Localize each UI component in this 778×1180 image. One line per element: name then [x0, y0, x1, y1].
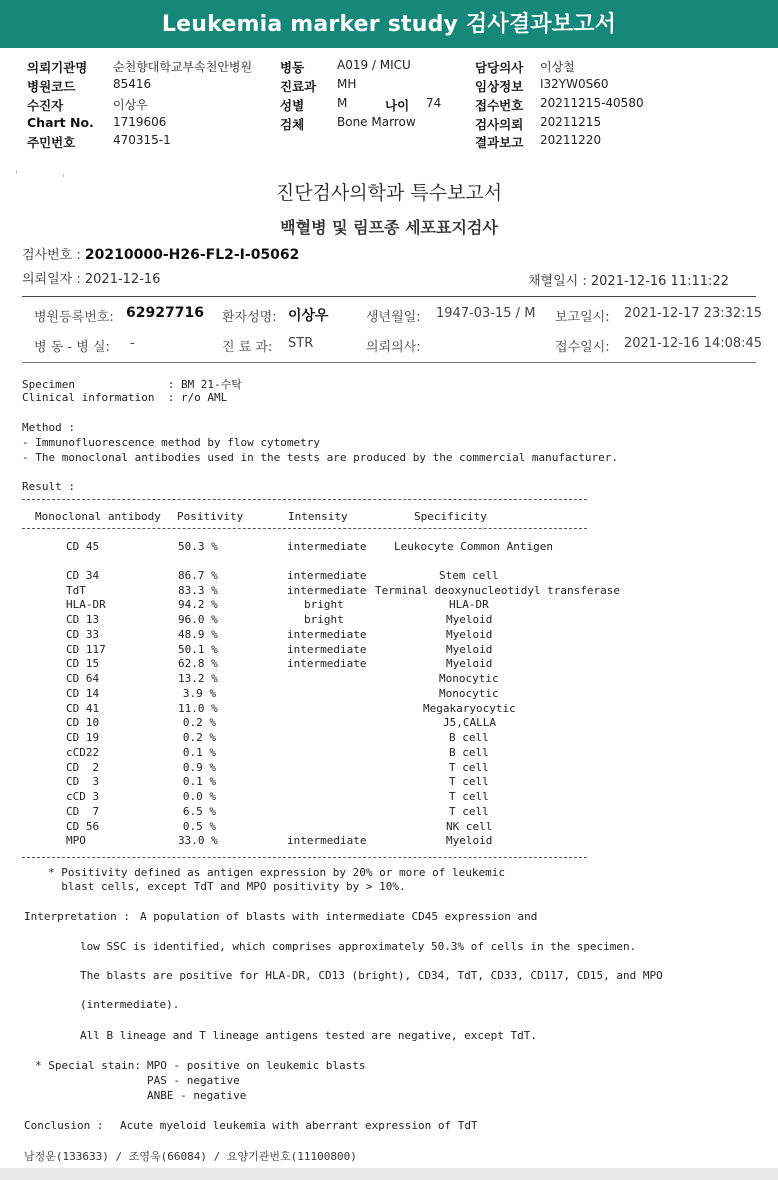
col-positivity-header: Positivity: [177, 510, 244, 523]
positivity-cell: 48.9 %: [178, 627, 218, 641]
intensity-cell: intermediate: [287, 834, 367, 848]
specificity-cell: NK cell: [446, 819, 493, 833]
specificity-cell: J5,CALLA: [443, 716, 496, 730]
footnote-line-1: * Positivity defined as antigen expression by 20% or more of leukemic: [48, 866, 505, 879]
report-document: ˈ ˈ 진단검사의학과 특수보고서 백혈병 및 림프종 세포표지검사 검사번호 : 20210000-H26-FL2-I-05062 의뢰일자 : 2021-12-16 채혈일시 : 2021-12-16 11:11:22 병원등록번호: 62927716 환자성명: 이상우 생년월일: 1947-03-15 / M 보고일시: 2021-12-17 23:32:15 병 동 - 병 실: - 진 료 과: STR 의뢰의사: 접수일시: 2021-12-16 14:08:45 Specimen : BM 21-수탁 Clinical information : r/o AML Method : - Immunofluorescence method by flow cytometry - The monoclonal antibodies used in the tests are produced by the commercial manufacturer. Result : Monoclonal antibody Positivity Intensity Specificity CD 45 50.3 % intermediate Leukocyte Common Antigen CD 34 86.7 % intermediate Stem cell TdT 83.3 % intermediate Terminal deoxynucleotidyl transferase HLA-DR 94.2 % bright HLA-DR CD 13 96.0 % bright Myeloid CD 33 48.9 % intermediate Myeloid CD 117 50.1 % intermediate Myeloid CD 15 62.8 % intermediate Myeloid CD 64 13.2 % Monocytic CD 14 3.9 % Monocytic CD 41 11.0 % Megakaryocytic CD 10 0.2 % J5,CALLA CD 19 0.2 % B cell cCD22 0.1 % B cell CD 2 0.9 % T cell CD 3 0.1 % T cell cCD 3 0.0 % T cell CD 7 6.5 % T cell CD 56 0.5 % NK cell MPO 33.0 % intermediate Myeloid * Positivity defined as antigen expression by 20% or more of leukemic blast cells, except TdT and MPO positivity by > 10%. Interpretation : A population of blasts with intermediate CD45 expression and low SSC is identified, which comprises approximately 50.3% of cells in the specimen. The blasts are positive for HLA-DR, CD13 (bright), CD34, TdT, CD33, CD117, CD15, and MPO (intermediate). All B lineage and T lineage antigens tested are negative, except TdT. * Special stain: MPO - positive on leukemic blasts PAS - negative ANBE - negative Conclusion : Acute myeloid leukemia with aberrant expression of TdT 남정운(133633) / 조영욱(66084) / 요양기관번호(11100800): [0, 160, 778, 1170]
antibody-cell: CD 34: [66, 568, 100, 582]
positivity-cell: 94.2 %: [178, 598, 218, 612]
chart-value: 1719606: [113, 115, 167, 129]
specificity-cell: Myeloid: [446, 642, 493, 656]
antibody-cell: CD 10: [66, 716, 100, 730]
antibody-cell: HLA-DR: [66, 598, 106, 612]
interpretation-line-4: (intermediate).: [80, 998, 180, 1011]
institution-value: 순천향대학교부속천안병원: [113, 60, 253, 74]
antibody-cell: CD 33: [66, 627, 100, 641]
positivity-cell: 0.5 %: [182, 819, 216, 833]
antibody-cell: MPO: [66, 834, 86, 848]
antibody-cell: cCD 3: [66, 790, 100, 803]
request-date: 의뢰일자 : 2021-12-16: [22, 272, 161, 287]
report-value: 20211220: [540, 133, 602, 147]
col-antibody-header: Monoclonal antibody: [35, 510, 161, 523]
sex-label: 성별: [280, 98, 305, 113]
hospital-code-value: 85416: [113, 77, 152, 91]
collect-date: 채혈일시 : 2021-12-16 11:11:22: [528, 274, 729, 289]
receipt-label: 접수번호: [475, 98, 524, 113]
bottom-scroll-bar: [0, 1168, 778, 1180]
specificity-cell: Megakaryocytic: [423, 701, 516, 715]
col-specificity-header: Specificity: [414, 510, 487, 523]
positivity-cell: 13.2 %: [178, 672, 218, 685]
name-value: 이상우: [288, 308, 329, 324]
positivity-cell: 96.0 %: [178, 613, 218, 626]
interpretation-label: Interpretation :: [24, 910, 130, 923]
specimen-line: Specimen : BM 21-수탁: [22, 378, 242, 391]
intensity-cell: bright: [304, 598, 344, 612]
age-value: 74: [426, 96, 442, 110]
ward-room-label: 병 동 - 병 실:: [34, 340, 110, 355]
intensity-cell: intermediate: [287, 657, 367, 671]
box-bottom-line: [22, 362, 756, 363]
box-top-line: [22, 296, 756, 297]
institution-label: 의뢰기관명: [27, 60, 88, 75]
col-intensity-header: Intensity: [288, 510, 348, 523]
special-stain-pas: PAS - negative: [147, 1074, 240, 1087]
doctor-value: 이상철: [540, 60, 575, 74]
antibody-cell: CD 14: [66, 686, 100, 700]
birth-value: 1947-03-15 / M: [436, 306, 536, 321]
antibody-cell: CD 19: [66, 731, 100, 744]
clinical-label: 임상정보: [475, 79, 524, 94]
specificity-cell: B cell: [449, 731, 489, 744]
positivity-cell: 3.9 %: [182, 686, 216, 700]
order-info-panel: [0, 54, 778, 154]
receipt-date-label: 접수일시:: [555, 340, 610, 355]
table-header-rule: [22, 528, 587, 529]
ssn-label: 주민번호: [27, 135, 76, 150]
test-number-value: 20210000-H26-FL2-I-05062: [84, 247, 300, 263]
antibody-cell: CD 7: [66, 804, 100, 818]
clinical-value: I32YW0S60: [540, 77, 609, 91]
positivity-cell: 0.2 %: [182, 716, 216, 730]
interpretation-line-5: All B lineage and T lineage antigens tested are negative, except TdT.: [80, 1029, 537, 1042]
antibody-cell: CD 64: [66, 672, 100, 685]
footnote-line-2: blast cells, except TdT and MPO positivity by > 10%.: [48, 880, 406, 893]
report-header-title: Leukemia marker study 검사결과보고서: [0, 0, 778, 48]
positivity-cell: 62.8 %: [178, 657, 218, 671]
report-label: 결과보고: [475, 135, 524, 150]
doctor-label: 담당의사: [475, 60, 524, 75]
signature-line: 남정운(133633) / 조영욱(66084) / 요양기관번호(11100800): [24, 1150, 357, 1163]
specificity-cell: Leukocyte Common Antigen: [394, 540, 553, 553]
intensity-cell: intermediate: [287, 583, 367, 597]
intensity-cell: intermediate: [287, 627, 367, 641]
report-dept-value: STR: [288, 336, 314, 351]
antibody-cell: CD 15: [66, 657, 100, 671]
positivity-cell: 6.5 %: [182, 804, 216, 818]
specificity-cell: Terminal deoxynucleotidyl transferase: [375, 583, 621, 597]
table-bottom-rule: [22, 857, 587, 858]
test-number: [22, 244, 299, 263]
specificity-cell: HLA-DR: [449, 598, 489, 612]
birth-label: 생년월일:: [366, 310, 421, 325]
antibody-cell: CD 41: [66, 701, 100, 715]
antibody-cell: TdT: [66, 583, 86, 597]
report-title: 진단검사의학과 특수보고서: [275, 182, 503, 204]
positivity-cell: 83.3 %: [178, 583, 218, 597]
specificity-cell: Myeloid: [446, 613, 493, 626]
intensity-cell: intermediate: [287, 642, 367, 656]
positivity-cell: 0.1 %: [182, 775, 216, 789]
intensity-cell: bright: [304, 613, 344, 626]
interpretation-line-3: The blasts are positive for HLA-DR, CD13 (bright), CD34, TdT, CD33, CD117, CD15, and MPO: [80, 969, 663, 982]
dept-label: 진료과: [280, 79, 317, 94]
ssn-value: 470315-1: [113, 133, 171, 147]
specificity-cell: Monocytic: [439, 686, 499, 700]
method-line-1: - Immunofluorescence method by flow cytometry: [22, 436, 321, 449]
conclusion-label: Conclusion :: [24, 1119, 104, 1132]
special-stain-anbe: ANBE - negative: [147, 1089, 247, 1102]
patient-label: 수진자: [27, 98, 64, 113]
positivity-cell: 0.2 %: [182, 731, 216, 744]
specificity-cell: B cell: [449, 745, 489, 759]
specificity-cell: Stem cell: [439, 568, 499, 582]
positivity-cell: 50.3 %: [178, 540, 218, 553]
positivity-cell: 11.0 %: [178, 701, 218, 715]
reg-no-label: 병원등록번호:: [34, 310, 114, 325]
ward-room-value: -: [130, 336, 135, 351]
dept-value: MH: [337, 77, 357, 91]
receipt-value: 20211215-40580: [540, 96, 644, 110]
report-dept-label: 진 료 과:: [222, 340, 273, 355]
specificity-cell: T cell: [449, 760, 489, 774]
positivity-cell: 0.9 %: [182, 760, 216, 774]
positivity-cell: 33.0 %: [178, 834, 218, 848]
reg-no-value: 62927716: [126, 305, 204, 321]
antibody-cell: CD 2: [66, 760, 100, 774]
specimen-value: Bone Marrow: [337, 115, 416, 129]
positivity-cell: 50.1 %: [178, 642, 218, 656]
intensity-cell: intermediate: [287, 568, 367, 582]
name-label: 환자성명:: [222, 310, 277, 325]
sex-value: M: [337, 96, 348, 110]
method-heading: Method :: [22, 421, 75, 434]
antibody-cell: CD 117: [66, 642, 106, 656]
specificity-cell: Myeloid: [446, 834, 493, 848]
antibody-cell: CD 45: [66, 540, 100, 553]
special-stain-mpo: MPO - positive on leukemic blasts: [147, 1059, 366, 1072]
specificity-cell: T cell: [449, 804, 489, 818]
positivity-cell: 0.1 %: [182, 745, 216, 759]
specificity-cell: Myeloid: [446, 627, 493, 641]
report-date-value: 2021-12-17 23:32:15: [624, 306, 763, 321]
special-stain-label: * Special stain:: [35, 1059, 141, 1072]
conclusion-text: Acute myeloid leukemia with aberrant expression of TdT: [120, 1119, 478, 1132]
ward-value: A019 / MICU: [337, 58, 411, 72]
request-label: 검사의뢰: [475, 117, 524, 132]
hospital-code-label: 병원코드: [27, 79, 76, 94]
antibody-cell: CD 56: [66, 819, 100, 833]
report-doctor-label: 의뢰의사:: [366, 340, 421, 355]
age-label: 나이: [385, 98, 410, 113]
clinical-line: Clinical information : r/o AML: [22, 391, 228, 404]
request-value: 20211215: [540, 115, 602, 129]
result-heading: Result :: [22, 480, 75, 493]
positivity-cell: 0.0 %: [182, 790, 216, 803]
test-number-label: 검사번호 :: [22, 248, 85, 263]
intensity-cell: intermediate: [287, 540, 367, 553]
method-line-2: - The monoclonal antibodies used in the tests are produced by the commercial manufacturer.: [22, 451, 619, 464]
report-date-label: 보고일시:: [555, 310, 610, 325]
report-subtitle: 백혈병 및 림프종 세포표지검사: [280, 218, 498, 237]
interpretation-line-2: low SSC is identified, which comprises approximately 50.3% of cells in the specimen.: [80, 940, 637, 953]
specificity-cell: T cell: [449, 775, 489, 789]
specificity-cell: Monocytic: [439, 672, 499, 685]
antibody-cell: CD 3: [66, 775, 100, 789]
specimen-label: 검체: [280, 117, 305, 132]
patient-value: 이상우: [113, 98, 148, 112]
interpretation-line-1: A population of blasts with intermediate CD45 expression and: [140, 910, 538, 923]
antibody-cell: CD 13: [66, 613, 100, 626]
antibody-cell: cCD22: [66, 745, 100, 759]
specificity-cell: T cell: [449, 790, 489, 803]
table-top-rule: [22, 499, 587, 500]
receipt-date-value: 2021-12-16 14:08:45: [624, 336, 763, 351]
ward-label: 병동: [280, 60, 305, 75]
positivity-cell: 86.7 %: [178, 568, 218, 582]
chart-label: Chart No.: [27, 115, 94, 130]
specificity-cell: Myeloid: [446, 657, 493, 671]
